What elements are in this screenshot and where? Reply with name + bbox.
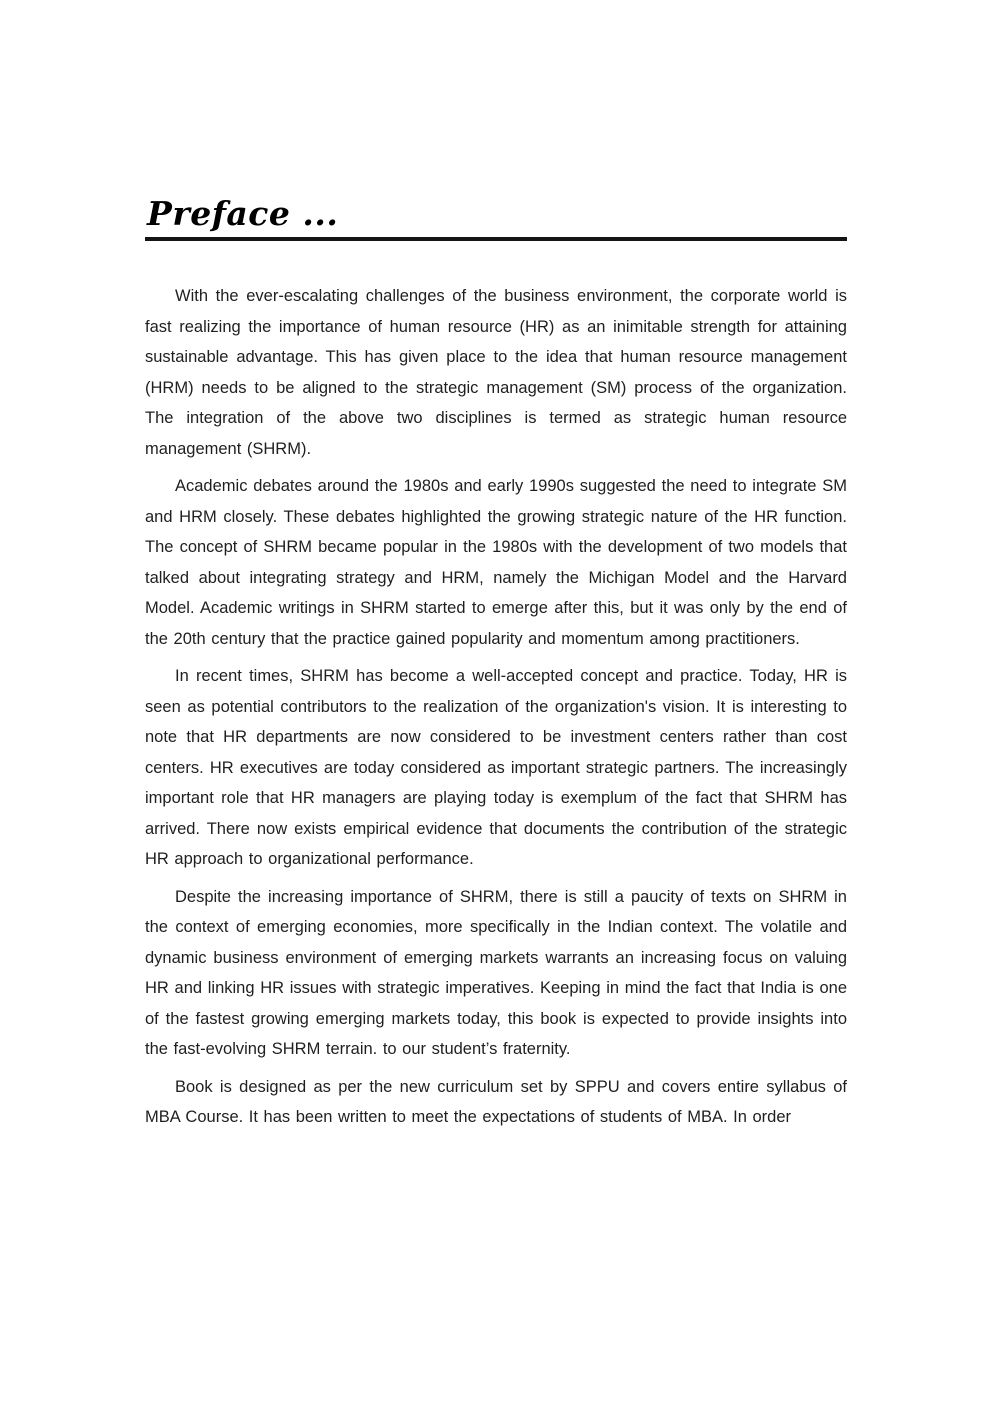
preface-body (145, 281, 847, 1133)
preface-paragraph: Academic debates around the 1980s and early 1990s suggested the need to integrate SM and HRM closely. These debates highlighted the growing strategic nature of the HR function. The concept of SHRM became popular in the 1980s with the development of two models that talked about integrating strategy and HRM, namely the Michigan Model and the Harvard Model. Academic writings in SHRM started to emerge after this, but it was only by the end of the 20th century that the practice gained popularity and momentum among practitioners. (145, 477, 847, 648)
preface-paragraph: Book is designed as per the new curriculum set by SPPU and covers entire syllabus of MBA Course. It has been written to meet the expectations of students of MBA. In order (145, 1077, 847, 1127)
preface-paragraph: With the ever-escalating challenges of the business environment, the corporate world is fast realizing the importance of human resource (HR) as an inimitable strength for attaining sustainable advantage. This has given place to the idea that human resource management (HRM) needs to be aligned to the strategic management (SM) process of the organization. The integration of the above two disciplines is termed as strategic human resource management (SHRM). (145, 287, 847, 458)
preface-paragraph: In recent times, SHRM has become a well-accepted concept and practice. Today, HR is seen as potential contributors to the realization of the organization's vision. It is interesting to note that HR departments are now considered to be investment centers rather than cost centers. HR executives are today considered as important strategic partners. The increasingly important role that HR managers are playing today is exemplum of the fact that SHRM has arrived. There now exists empirical evidence that documents the contribution of the strategic HR approach to organizational performance. (145, 667, 847, 869)
title-underline-rule (145, 237, 847, 241)
preface-paragraph: Despite the increasing importance of SHRM, there is still a paucity of texts on SHRM in the context of emerging economies, more specifically in the Indian context. The volatile and dynamic business environment of emerging markets warrants an increasing focus on valuing HR and linking HR issues with strategic imperatives. Keeping in mind the fact that India is one of the fastest growing emerging markets today, this book is expected to provide insights into the fast-evolving SHRM terrain. to our student’s fraternity. (145, 887, 847, 1059)
page-title: Preface ... (147, 194, 339, 233)
